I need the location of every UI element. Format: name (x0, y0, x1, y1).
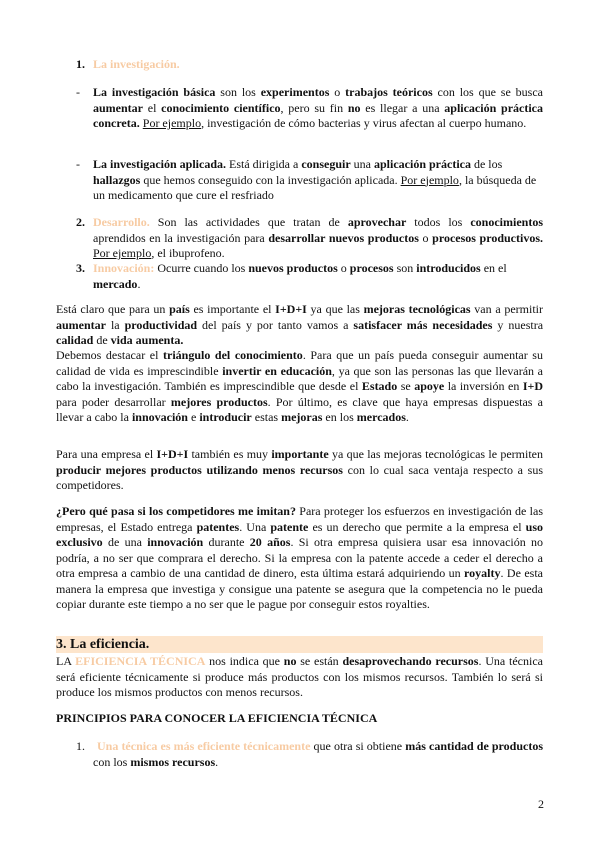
principles-heading: PRINCIPIOS PARA CONOCER LA EFICIENCIA TÉCNICA (56, 711, 378, 725)
paragraph-desarrollo: Desarrollo. Son las actividades que tratan de aprovechar todos los conocimientos aprendidos en la investigación para desarrollar nuevos productos o procesos productivos. Por ejemplo, el ibuprofeno. (93, 215, 544, 260)
paragraph-eficiencia: LA EFICIENCIA TÉCNICA nos indica que no se están desaprovechando recursos. Una técnica será eficiente técnicamente si produce más productos con los mismos recursos. También lo será si produce los mismos productos con menos recursos. (56, 654, 543, 699)
principle-1: Una técnica es más eficiente técnicamente que otra si obtiene más cantidad de productos con los mismos recursos. (93, 739, 543, 769)
list-number: 1. (76, 739, 85, 753)
list-dash: - (76, 157, 80, 171)
section-title-eficiencia: 3. La eficiencia. (56, 637, 150, 652)
paragraph-applied-research: La investigación aplicada. Está dirigida a conseguir una aplicación práctica de los hallazgos que hemos conseguido con la investigación aplicada. Por ejemplo, la búsqueda de un medicamento que cure el resfriado (93, 157, 537, 202)
paragraph-triangulo: Debemos destacar el triángulo del conocimiento. Para que un país pueda conseguir aumentar su calidad de vida es imprescindible invertir en educación, ya que son las personas las que llevarán a cabo la investigación. También es imprescindible que desde el Estado se apoye la inversión en I+D para poder desarrollar mejores productos. Por último, es clave que haya empresas dispuestas a llevar a cabo la innovación e introducir estas mejoras en los mercados. (56, 348, 544, 424)
page-number: 2 (538, 797, 544, 811)
paragraph-empresa: Para una empresa el I+D+I también es muy importante ya que las mejoras tecnológicas le permiten producir mejores productos utilizando menos recursos con lo cual saca ventaja respecto a sus competidores. (56, 447, 543, 492)
list-dash: - (76, 85, 80, 99)
list-number: 1. (76, 57, 85, 71)
section-title-investigacion: La investigación. (93, 57, 180, 71)
list-number: 2. (76, 215, 85, 229)
paragraph-innovacion: Innovación: Ocurre cuando los nuevos productos o procesos son introducidos en el mercado. (93, 261, 507, 291)
list-number: 3. (76, 261, 85, 275)
paragraph-basic-research: La investigación básica son los experimentos o trabajos teóricos con los que se busca aumentar el conocimiento científico, pero su fin no es llegar a una aplicación práctica concreta. Por ejemplo, investigación de cómo bacterias y virus afectan al cuerpo humano. (93, 85, 543, 130)
paragraph-patentes: ¿Pero qué pasa si los competidores me imitan? Para proteger los esfuerzos en investigación de las empresas, el Estado entrega patentes. Una patente es un derecho que permite a la empresa el uso exclusivo de una innovación durante 20 años. Si otra empresa quisiera usar esa innovación no podría, a no ser que comprara el derecho. Si la empresa con la patente accede a ceder el derecho a otra empresa a cambio de una cantidad de dinero, esta última estará adquiriendo un royalty. De esta manera la empresa que investiga y consigue una patente se asegura que la competencia no le pueda copiar durante este tiempo a no ser que le pague por conseguir estos royalties. (56, 504, 544, 611)
paragraph-pais: Está claro que para un país es importante el I+D+I ya que las mejoras tecnológicas van a permitir aumentar la productividad del país y por tanto vamos a satisfacer más necesidades y nuestra calidad de vida aumenta. (56, 302, 544, 347)
